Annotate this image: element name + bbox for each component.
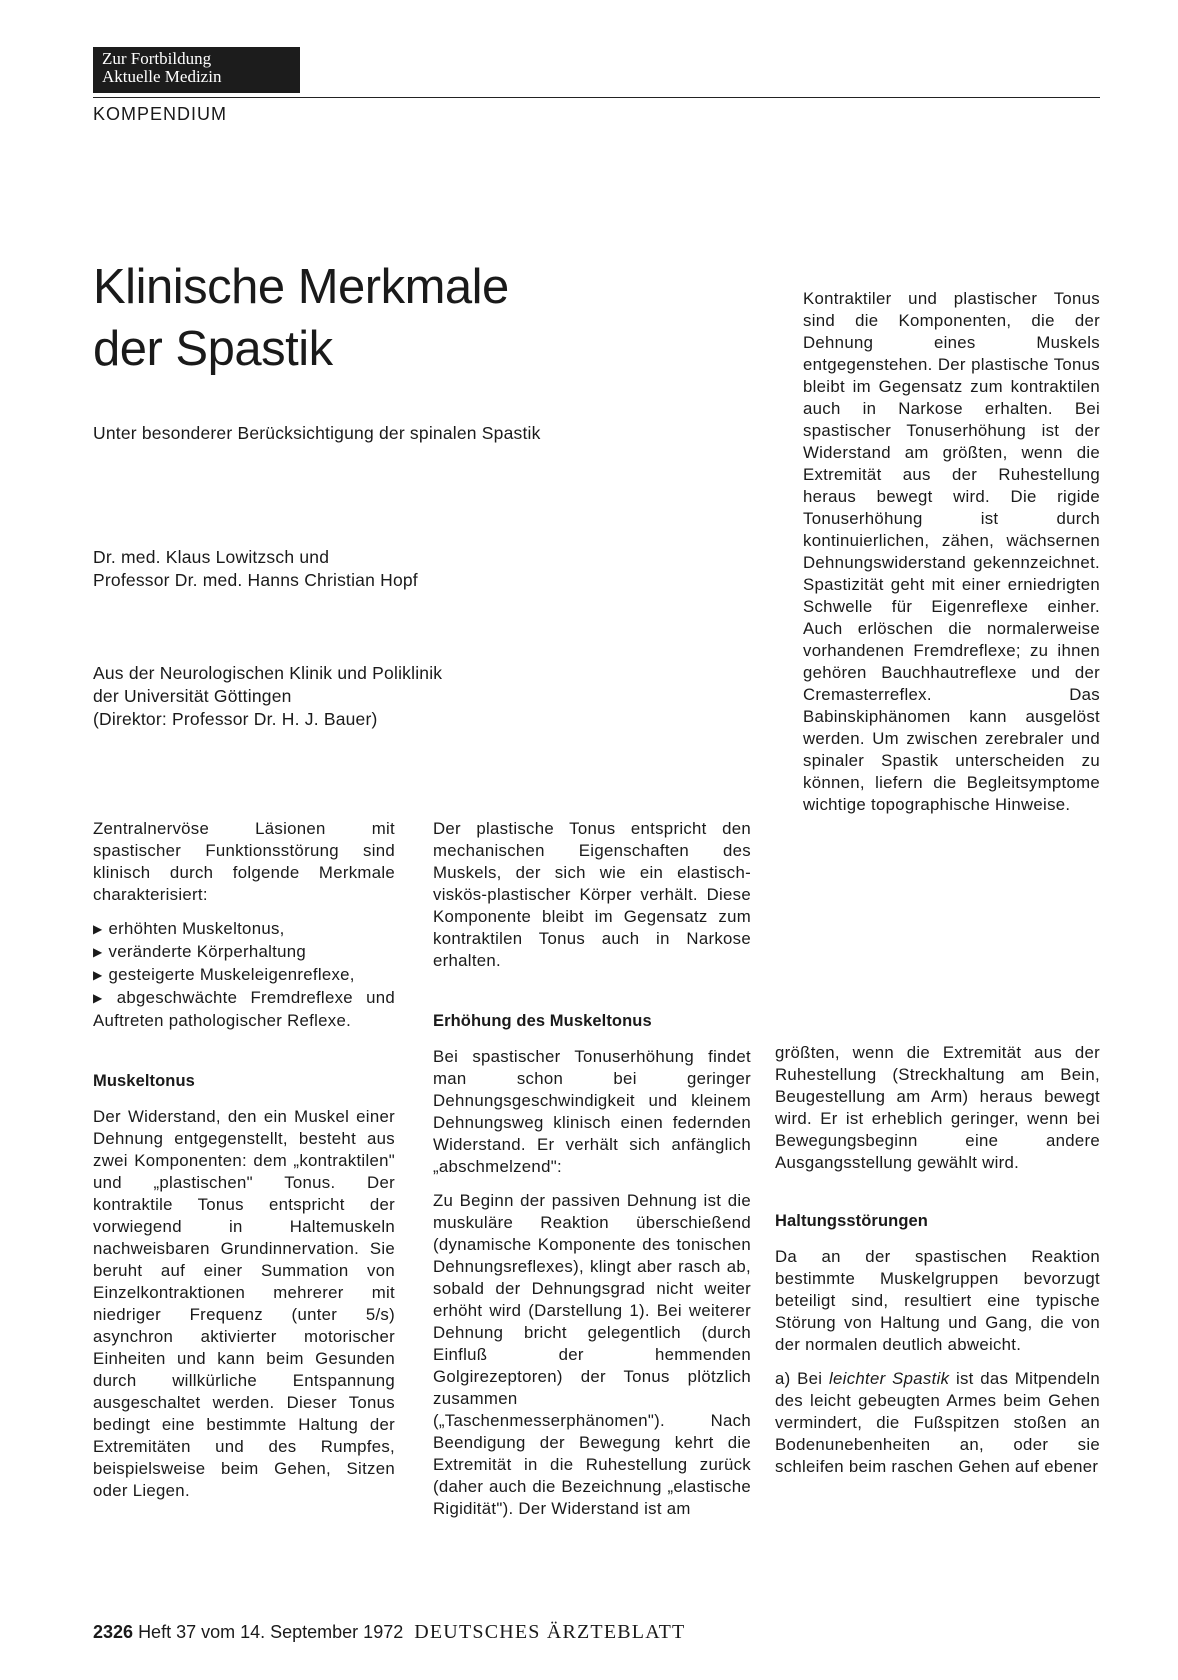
feature-item: ▶ abgeschwächte Fremdreflexe und Auftreten pathologischer Reflexe. — [93, 987, 395, 1032]
text-fragment: a) Bei — [775, 1369, 829, 1388]
intro-paragraph: Zentralnervöse Läsionen mit spastischer Funktionsstörung sind klinisch durch folgende Merkmale charakterisiert: — [93, 819, 395, 904]
summary-paragraph: Kontraktiler und plastischer Tonus sind die Komponenten, die der Dehnung eines Muskels entgegenstehen. Der plastische Tonus bleibt im Gegensatz zum kontraktilen auch in Narkose erhalten. Bei spastischer Tonuserhöhung ist der Widerstand am größten, wenn die Extremität aus der Ruhestellung heraus bewegt wird. Die rigide Tonuserhöhung ist durch kontinuierlichen, zähen, wächsernen Dehnungswiderstand gekennzeichnet. Spastizität geht mit einer erniedrigten Schwelle für Eigenreflexe einher. Auch erlöschen die normalerweise vorhandenen Fremdreflexe; zu ihnen gehören Bauchhautreflexe und der Cremasterreflex. Das Babinskiphänomen kann ausgelöst werden. Um zwischen zerebraler und spinaler Spastik unterscheiden zu können, liefern die Begleitsymptome wichtige topographische Hinweise. — [803, 289, 1100, 814]
heading-erhoehung: Erhöhung des Muskeltonus — [433, 1012, 652, 1030]
feature-item: ▶ veränderte Körperhaltung — [93, 941, 395, 964]
section-line-1: Zur Fortbildung — [102, 49, 212, 68]
header-rule — [93, 97, 1100, 98]
emphasis-text: leichter Spastik — [829, 1369, 950, 1388]
journal-name: DEUTSCHES ÄRZTEBLATT — [414, 1621, 686, 1643]
page-number: 2326 — [93, 1622, 134, 1642]
affiliation-line-1: Aus der Neurologischen Klinik und Poliklinik — [93, 663, 443, 683]
author-line-2: Professor Dr. med. Hanns Christian Hopf — [93, 570, 418, 590]
author-line-1: Dr. med. Klaus Lowitzsch und — [93, 547, 330, 567]
column-2 — [433, 818, 751, 1532]
section-kompendium: KOMPENDIUM — [93, 104, 228, 124]
affiliation — [93, 662, 442, 731]
affiliation-line-3: (Direktor: Professor Dr. H. J. Bauer) — [93, 709, 378, 729]
title-line-2: der Spastik — [93, 322, 333, 376]
paragraph-erhoehung-1: Bei spastischer Tonuserhöhung findet man schon bei geringer Dehnungsgeschwindigkeit und kleinem Dehnungsweg klinisch einen federnden Widerstand. Er verhält sich anfänglich „abschmelzend": — [433, 1047, 751, 1176]
column-1 — [93, 818, 395, 1514]
section-label-box — [93, 47, 300, 93]
paragraph-plastischer-tonus: Der plastische Tonus entspricht den mechanischen Eigenschaften des Muskels, der sich wie ein elastisch-viskös-plastischer Körper verhält. Diese Komponente bleibt im Gegensatz zum kontraktilen Tonus auch in Narkose erhalten. — [433, 819, 751, 970]
paragraph-haltung: Da an der spastischen Reaktion bestimmte Muskelgruppen bevorzugt beteiligt sind, resultiert eine typische Störung von Haltung und Gang, die von der normalen deutlich abweicht. — [775, 1247, 1100, 1354]
title-line-1: Klinische Merkmale — [93, 260, 509, 314]
authors — [93, 546, 418, 592]
column-3 — [775, 1042, 1100, 1490]
feature-item: ▶ gesteigerte Muskeleigenreflexe, — [93, 964, 395, 987]
issue-info: Heft 37 vom 14. September 1972 — [138, 1622, 404, 1642]
paragraph-leichte-spastik — [775, 1368, 1100, 1478]
heading-haltungsstoerungen: Haltungsstörungen — [775, 1212, 928, 1230]
page-footer — [93, 1621, 685, 1644]
article-title — [93, 256, 713, 380]
text-fragment: ist das Mitpendeln des leicht gebeugten Armes beim Gehen vermindert, die Fußspitzen stoßen an Bodenunebenheiten an, oder sie schleifen beim raschen Gehen auf ebener — [775, 1369, 1101, 1476]
affiliation-line-2: der Universität Göttingen — [93, 686, 292, 706]
feature-list — [93, 918, 395, 1032]
paragraph-muskeltonus: Der Widerstand, den ein Muskel einer Dehnung entgegenstellt, besteht aus zwei Komponenten: dem „kontraktilen" und „plastischen" Tonus. Der kontraktile Tonus entspricht der vorwiegend in Haltemuskeln nachweisbaren Grundinnervation. Sie beruht auf einer Summation von Einzelkontraktionen mehrerer mit niedriger Frequenz (unter 5/s) asynchron aktivierter motorischer Einheiten und kann beim Gesunden durch willkürliche Entspannung ausgeschaltet werden. Dieser Tonus bedingt eine bestimmte Haltung der Extremitäten und des Rumpfes, beispielsweise beim Gehen, Sitzen oder Liegen. — [93, 1107, 395, 1500]
summary-box — [803, 288, 1100, 828]
article-subtitle: Unter besonderer Berücksichtigung der spinalen Spastik — [93, 423, 541, 443]
paragraph-erhoehung-2: Zu Beginn der passiven Dehnung ist die muskuläre Reaktion überschießend (dynamische Komponente des tonischen Dehnungsreflexes), klingt aber rasch ab, sobald der Dehnungsgrad nicht weiter erhöht wird (Darstellung 1). Bei weiterer Dehnung bricht gelegentlich (durch Einfluß der hemmenden Golgirezeptoren) der Tonus plötzlich zusammen („Taschenmesserphänomen"). Nach Beendigung der Bewegung kehrt die Extremität in die Ruhestellung zurück (daher auch die Bezeichnung „elastische Rigidität"). Der Widerstand ist am — [433, 1191, 751, 1518]
paragraph-widerstand: größten, wenn die Extremität aus der Ruhestellung (Streckhaltung am Bein, Beugestellung am Arm) heraus bewegt wird. Er ist erheblich geringer, wenn bei Bewegungsbeginn eine andere Ausgangsstellung gewählt wird. — [775, 1043, 1100, 1172]
section-line-2: Aktuelle Medizin — [102, 67, 222, 86]
heading-muskeltonus: Muskeltonus — [93, 1072, 195, 1090]
feature-item: ▶ erhöhten Muskeltonus, — [93, 918, 395, 941]
